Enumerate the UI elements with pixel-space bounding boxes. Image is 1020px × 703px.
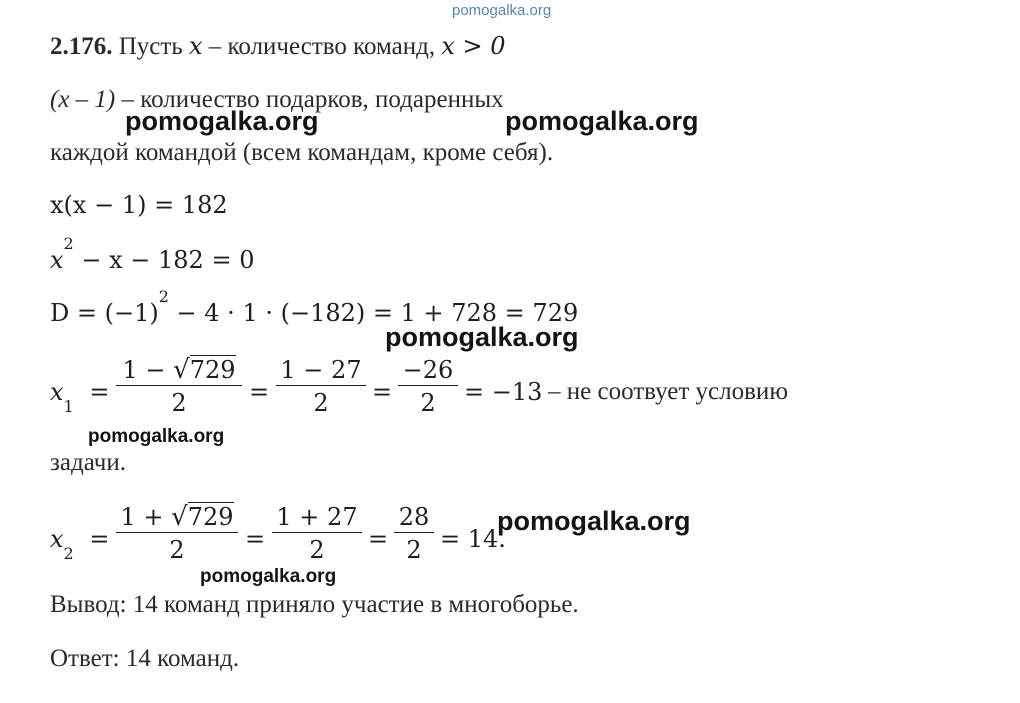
x2-label: $x_2$ = (50, 525, 110, 563)
x1-num3: −26 (402, 356, 454, 384)
definition-continuation: каждой командой (всем командам, кроме себя). (50, 139, 554, 166)
x2-var: x (50, 525, 64, 553)
x1-dash: – (548, 378, 561, 405)
x1-den-2: 2 (313, 389, 329, 417)
x1-fraction-2 (276, 355, 366, 420)
definition-line (50, 86, 504, 114)
eq2-var: x (50, 246, 64, 274)
x2-result: = 14. (440, 525, 506, 553)
watermark: pomogalka.org (125, 106, 319, 136)
x2-radicand: 729 (187, 503, 234, 531)
x2-num2: 1 + 27 (276, 503, 358, 531)
x2-den-3: 2 (406, 536, 422, 564)
x1-radicand: 729 (189, 356, 236, 384)
x1-result: = −13 (464, 378, 543, 406)
x1-den-1: 2 (171, 389, 187, 417)
x1-num1-a: 1 − (122, 356, 166, 384)
watermark: pomogalka.org (385, 322, 579, 352)
x1-note-text: не соотвует условию (566, 378, 788, 405)
equation-1: x(x − 1) = 182 (50, 191, 228, 219)
x2-subscript: 2 (63, 543, 74, 563)
x1-fraction-1 (116, 355, 242, 420)
eq2-rest: − x − 182 = 0 (81, 246, 255, 274)
problem-intro: Пусть (118, 33, 183, 60)
watermark: pomogalka.org (497, 506, 691, 536)
equals: = (368, 525, 389, 553)
x1-fraction-3 (398, 355, 458, 420)
sqrt-icon: √ (173, 355, 190, 385)
equation-2 (50, 234, 255, 274)
variable-x: x (188, 32, 203, 60)
x1-subscript: 1 (63, 396, 74, 416)
sqrt-icon: √ (171, 502, 188, 532)
x1-num2: 1 − 27 (280, 356, 362, 384)
x2-num3: 28 (398, 503, 430, 531)
x1-note-continuation: задачи. (50, 449, 126, 476)
x2-fraction-3 (394, 502, 434, 567)
eq2-exponent: 2 (63, 234, 74, 253)
x1-den-3: 2 (420, 389, 436, 417)
problem-intro-rest: – количество команд, (208, 33, 436, 60)
disc-exponent: 2 (158, 287, 169, 306)
condition: x > 0 (441, 32, 506, 60)
x2-num1-a: 1 + (120, 503, 164, 531)
x1-label: $x_1$ = (50, 378, 110, 416)
disc-left: D = (−1) (50, 299, 159, 327)
definition-text: количество подарков, подаренных (140, 86, 504, 113)
equals: = (249, 378, 270, 406)
disc-right: − 4 · 1 · (−182) = 1 + 728 = 729 (176, 299, 579, 327)
answer: Ответ: 14 команд. (50, 645, 240, 672)
problem-number: 2.176. (50, 33, 113, 60)
conclusion: Вывод: 14 команд приняло участие в многоборье. (50, 591, 579, 618)
equals: = (372, 378, 393, 406)
watermark: pomogalka.org (88, 426, 225, 447)
x2-fraction-1 (116, 502, 238, 567)
x1-var: x (50, 378, 64, 406)
x2-den-2: 2 (309, 536, 325, 564)
watermark: pomogalka.org (200, 566, 337, 587)
x2-den-1: 2 (169, 536, 185, 564)
watermark: pomogalka.org (505, 106, 699, 136)
watermark-top: pomogalka.org (452, 2, 552, 19)
expression-x-minus-1: (x – 1) – (50, 86, 134, 113)
x2-fraction-2 (272, 502, 362, 567)
equals: = (245, 525, 266, 553)
x1-note (548, 378, 788, 406)
discriminant (50, 287, 579, 327)
problem-statement (50, 32, 506, 61)
